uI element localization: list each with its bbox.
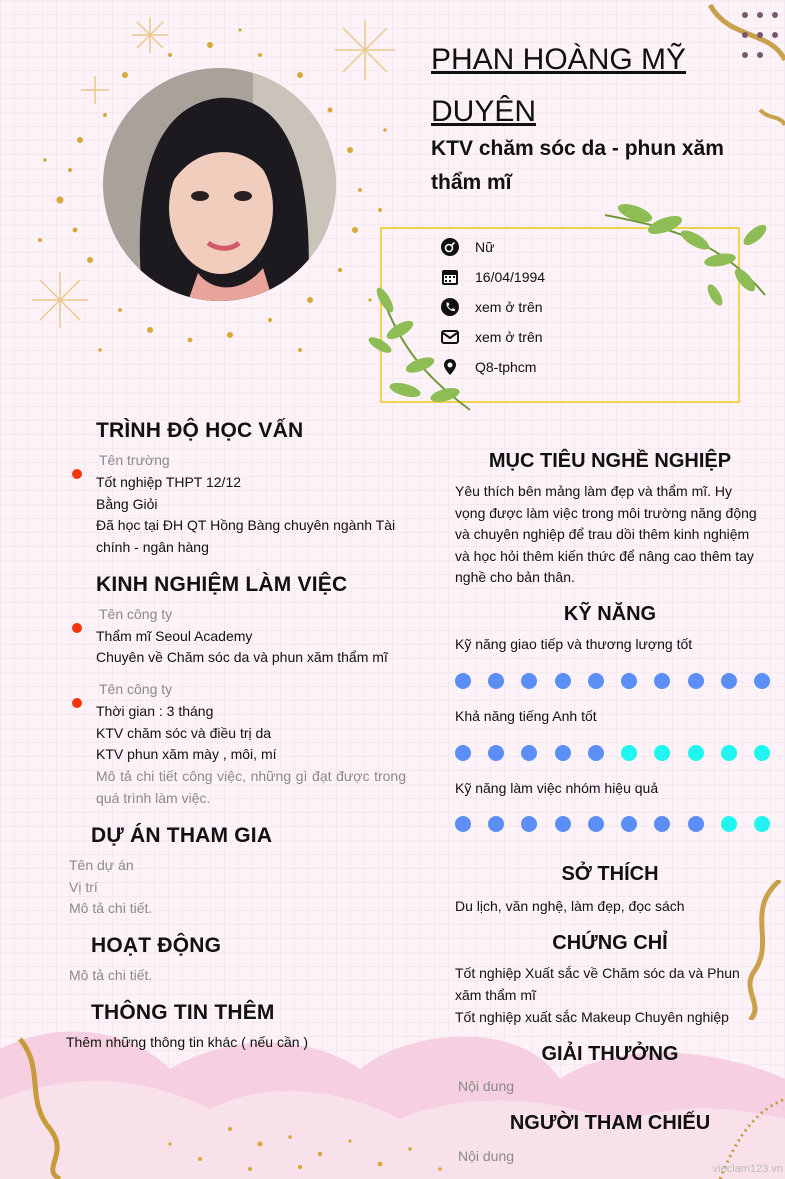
experience-1-line-2: Chuyên về Chăm sóc da và phun xăm thẩm mĩ	[96, 649, 388, 665]
activities-heading: HOẠT ĐỘNG	[91, 934, 222, 957]
hobbies-heading: SỞ THÍCH	[561, 863, 659, 885]
skill-dot	[688, 673, 704, 689]
skill-dot	[754, 673, 770, 689]
experience-company-label-2: Tên công ty	[99, 681, 173, 697]
education-line-2: Bằng Giỏi	[96, 496, 158, 512]
skill-dot	[654, 745, 670, 761]
education-line-1: Tốt nghiệp THPT 12/12	[96, 474, 242, 490]
candidate-name: PHAN HOÀNG MỸ DUYÊN	[431, 43, 687, 128]
education-line-3: Đã học tại ĐH QT Hồng Bàng chuyên ngành Tài chính - ngân hàng	[96, 517, 396, 555]
skill-rating-2	[455, 745, 770, 761]
info-email	[441, 328, 543, 346]
skill-dot	[654, 673, 670, 689]
skill-dot	[555, 816, 571, 832]
info-phone	[441, 298, 543, 316]
calendar-icon	[441, 268, 459, 286]
leaf-decoration-right	[595, 195, 775, 335]
watermark: vieclam123.vn	[712, 1163, 783, 1175]
skill-dot	[754, 745, 770, 761]
skill-name-1: Kỹ năng giao tiếp và thương lượng tốt	[455, 636, 693, 652]
skill-dot	[455, 816, 471, 832]
extra-text: Thêm những thông tin khác ( nếu cần )	[66, 1034, 309, 1050]
skill-dot	[488, 816, 504, 832]
education-bullet	[72, 469, 82, 479]
education-heading: TRÌNH ĐỘ HỌC VẤN	[96, 419, 304, 442]
skill-rating-1	[455, 673, 770, 689]
skill-dot	[688, 745, 704, 761]
hobbies-text: Du lịch, văn nghệ, làm đẹp, đọc sách	[455, 898, 685, 914]
phone-icon	[441, 298, 459, 316]
skill-dot	[555, 673, 571, 689]
skill-dot	[488, 745, 504, 761]
skill-dot	[588, 673, 604, 689]
birthday-value: 16/04/1994	[475, 269, 546, 285]
skill-dot	[754, 816, 770, 832]
certificate-1: Tốt nghiệp Xuất sắc về Chăm sóc da và Phun xăm thẩm mĩ	[455, 965, 740, 1003]
info-gender	[441, 238, 494, 256]
certificate-2: Tốt nghiệp xuất sắc Makeup Chuyên nghiệp	[455, 1009, 729, 1025]
skill-dot	[721, 745, 737, 761]
portrait-image	[103, 68, 336, 301]
location-value: Q8-tphcm	[475, 359, 537, 375]
awards-heading: GIẢI THƯỞNG	[541, 1043, 679, 1065]
skill-dot	[588, 745, 604, 761]
skill-dot	[555, 745, 571, 761]
skill-name-3: Kỹ năng làm việc nhóm hiệu quả	[455, 780, 659, 796]
skill-dot	[455, 673, 471, 689]
skill-dot	[455, 745, 471, 761]
experience-bullet-2	[72, 698, 82, 708]
skill-dot	[621, 673, 637, 689]
skill-dot	[588, 816, 604, 832]
projects-heading: DỰ ÁN THAM GIA	[91, 824, 273, 847]
skill-dot	[521, 816, 537, 832]
gender-value: Nữ	[475, 239, 495, 255]
skills-heading: KỸ NĂNG	[563, 603, 657, 625]
avatar	[103, 68, 336, 301]
location-icon	[441, 358, 459, 376]
gender-icon	[441, 238, 459, 256]
skill-dot	[521, 745, 537, 761]
skill-dot	[521, 673, 537, 689]
skill-dot	[688, 816, 704, 832]
skill-dot	[621, 745, 637, 761]
email-icon	[441, 328, 459, 346]
projects-desc-label: Mô tả chi tiết.	[69, 900, 153, 916]
email-value: xem ở trên	[475, 329, 543, 345]
job-title: KTV chăm sóc da - phun xăm thẩm mĩ	[431, 137, 724, 194]
experience-company-label-1: Tên công ty	[99, 606, 173, 622]
info-birthday	[441, 268, 545, 286]
skill-rating-3	[455, 816, 770, 832]
skill-dot	[721, 673, 737, 689]
extra-heading: THÔNG TIN THÊM	[91, 1001, 275, 1024]
experience-2-note: Mô tả chi tiết công việc, những gì đạt được trong quá trình làm việc.	[96, 768, 406, 806]
experience-1-line-1: Thẩm mĩ Seoul Academy	[96, 628, 253, 644]
skill-dot	[654, 816, 670, 832]
references-heading: NGƯỜI THAM CHIẾU	[509, 1112, 711, 1134]
activities-desc-label: Mô tả chi tiết.	[69, 967, 153, 983]
awards-placeholder: Nội dung	[458, 1078, 515, 1094]
objective-heading: MỤC TIÊU NGHỀ NGHIỆP	[488, 450, 732, 472]
references-placeholder: Nội dung	[458, 1148, 515, 1164]
experience-bullet-1	[72, 623, 82, 633]
experience-heading: KINH NGHIỆM LÀM VIỆC	[96, 573, 348, 596]
experience-2-line-1: Thời gian : 3 tháng	[96, 703, 214, 719]
skill-dot	[721, 816, 737, 832]
certificates-heading: CHỨNG CHỈ	[552, 932, 668, 954]
education-school-label: Tên trường	[99, 452, 170, 468]
skill-dot	[488, 673, 504, 689]
experience-2-line-3: KTV phun xăm mày , môi, mí	[96, 746, 277, 762]
projects-role-label: Vị trí	[69, 879, 98, 895]
skill-dot	[621, 816, 637, 832]
info-location	[441, 358, 536, 376]
skill-name-2: Khả năng tiếng Anh tốt	[455, 708, 597, 724]
phone-value: xem ở trên	[475, 299, 543, 315]
objective-text: Yêu thích bên mảng làm đẹp và thẩm mĩ. Hy vọng được làm việc trong môi trường năng động và chuyên nghiệp để trau dồi thêm kinh nghiệm và học hỏi thêm kiến thức để nâng cao thêm tay nghề cho bản thân.	[455, 483, 757, 585]
experience-2-line-2: KTV chăm sóc và điều trị da	[96, 725, 272, 741]
projects-name-label: Tên dự án	[69, 857, 134, 873]
